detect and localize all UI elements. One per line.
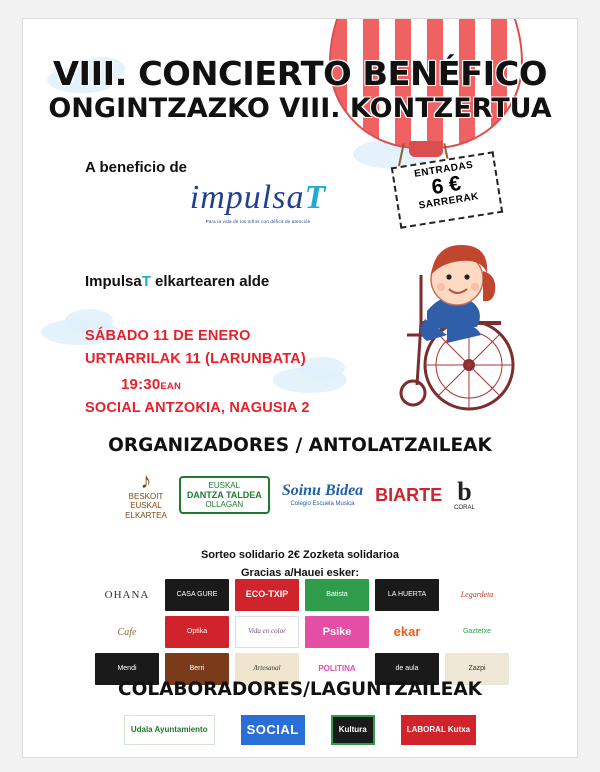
collaborators-logo-row bbox=[41, 713, 559, 747]
organizers-logo-row bbox=[41, 467, 559, 523]
sponsor-logo bbox=[235, 579, 299, 611]
sponsor-label: Zazpi bbox=[468, 665, 486, 673]
organizer-logo-line1: BESKOIT bbox=[128, 492, 164, 502]
organizer-logo-line1: b bbox=[457, 476, 472, 506]
collaborator-logo bbox=[401, 715, 476, 745]
ticket-price: 6 € bbox=[430, 171, 463, 200]
headline-spanish: VIII. CONCIERTO BENÉFICO bbox=[53, 54, 547, 93]
sponsor-label: Cafe bbox=[117, 626, 137, 638]
organizer-logo-line2: CORAL bbox=[454, 504, 475, 511]
collaborator-logo bbox=[331, 715, 375, 745]
event-details bbox=[85, 325, 310, 421]
impulsa-wordmark bbox=[183, 179, 333, 217]
sponsor-label: Batista bbox=[326, 591, 348, 599]
organizer-logo-line1: Soinu Bidea bbox=[281, 482, 364, 500]
sponsor-label: OHANA bbox=[104, 588, 150, 601]
organizer-logo bbox=[282, 482, 363, 507]
organizer-logo-line3: ELKARTEA bbox=[125, 510, 167, 520]
organizer-logo-line2: DANTZA TALDEA bbox=[186, 489, 262, 500]
event-date-spanish: SÁBADO 11 DE ENERO bbox=[85, 328, 251, 344]
event-date-basque: URTARRILAK 11 (LARUNBATA) bbox=[85, 351, 306, 368]
impulsa-t-letter: T bbox=[304, 179, 327, 216]
event-time-suffix: EAN bbox=[160, 380, 182, 392]
benefit-basque-pre: Impulsa bbox=[85, 273, 142, 290]
organizer-logo bbox=[125, 470, 167, 520]
sponsor-logo bbox=[165, 616, 229, 648]
sponsor-logo bbox=[375, 616, 439, 648]
sponsor-label: Vida en color bbox=[248, 627, 286, 636]
benefit-basque-post: elkartearen alde bbox=[150, 273, 270, 290]
event-time-value: 19:30 bbox=[121, 375, 161, 393]
sponsor-label: Berri bbox=[189, 665, 205, 673]
headline-basque: ONGINTZAZKO VIII. KONTZERTUA bbox=[48, 92, 552, 124]
organizer-logo-line1: BIARTE bbox=[375, 484, 443, 505]
raffle-line-2: Gracias a/Hauei esker: bbox=[240, 566, 360, 579]
sponsor-label: CASA GURE bbox=[176, 591, 218, 599]
collaborator-label: Kultura bbox=[338, 724, 367, 734]
organizer-logo-line2: EUSKAL bbox=[130, 501, 162, 511]
collaborator-logo bbox=[124, 715, 215, 745]
organizer-logo bbox=[375, 485, 442, 506]
sponsor-label: Legardeta bbox=[460, 589, 494, 599]
ticket-label-basque: SARRERAK bbox=[417, 191, 480, 212]
sponsor-label: Optika bbox=[186, 628, 208, 636]
sponsor-logo bbox=[445, 579, 509, 611]
collaborator-label: SOCIAL bbox=[246, 721, 299, 737]
organizer-logo-line1: EUSKAL bbox=[208, 480, 241, 490]
sponsor-logo-grid bbox=[95, 579, 509, 685]
sponsor-label: Mendi bbox=[117, 665, 137, 673]
ticket-label-spanish: ENTRADAS bbox=[413, 159, 475, 180]
sponsor-logo bbox=[305, 579, 369, 611]
sponsor-logo bbox=[95, 579, 159, 611]
sponsor-logo bbox=[95, 616, 159, 648]
event-time bbox=[85, 372, 310, 398]
organizer-logo-line3: OLLAGAN bbox=[205, 500, 244, 510]
sponsor-label: ekar bbox=[393, 623, 421, 639]
sponsor-label: Gaztetxe bbox=[462, 628, 491, 636]
organizers-title: ORGANIZADORES / ANTOLATZAILEAK bbox=[108, 435, 492, 456]
collaborators-title: COLABORADORES/LAGUNTZAILEAK bbox=[118, 679, 482, 700]
concert-poster bbox=[22, 18, 578, 758]
sponsor-logo bbox=[445, 616, 509, 648]
sponsor-logo bbox=[165, 579, 229, 611]
impulsa-tagline: Para la vida de los niños con déficit de atención bbox=[205, 219, 311, 224]
sponsor-logo bbox=[305, 616, 369, 648]
benefit-label-basque bbox=[85, 273, 269, 290]
benefit-basque-t: T bbox=[141, 273, 151, 290]
sponsor-logo bbox=[235, 616, 299, 648]
raffle-line-1: Sorteo solidario 2€ Zozketa solidarioa bbox=[200, 549, 400, 561]
organizer-logo bbox=[179, 476, 270, 515]
raffle-note bbox=[23, 547, 577, 582]
impulsa-logo bbox=[183, 179, 333, 226]
sponsor-label: Psike bbox=[322, 625, 352, 638]
sponsor-label: LA HUERTA bbox=[387, 591, 427, 599]
harp-icon: ♪ bbox=[140, 468, 152, 494]
wheelchair-child-illustration bbox=[351, 215, 531, 415]
organizer-logo-line2: Colegio Escuela Musica bbox=[290, 500, 355, 507]
collaborator-label: Udala Ayuntamiento bbox=[130, 724, 208, 734]
sponsor-logo bbox=[375, 579, 439, 611]
sponsor-label: ECO-TXIP bbox=[245, 589, 289, 600]
event-venue: SOCIAL ANTZOKIA, NAGUSIA 2 bbox=[85, 400, 310, 417]
collaborator-label: LABORAL Kutxa bbox=[406, 724, 471, 734]
collaborator-logo bbox=[241, 715, 305, 745]
benefit-label-spanish: A beneficio de bbox=[85, 159, 187, 176]
impulsa-name: impulsa bbox=[189, 179, 305, 216]
sponsor-label: POLITINA bbox=[318, 663, 356, 673]
sponsor-label: de aula bbox=[395, 665, 419, 673]
organizer-logo bbox=[454, 476, 475, 512]
poster-headline bbox=[23, 54, 577, 124]
sponsor-label: Artesanal bbox=[253, 664, 281, 673]
